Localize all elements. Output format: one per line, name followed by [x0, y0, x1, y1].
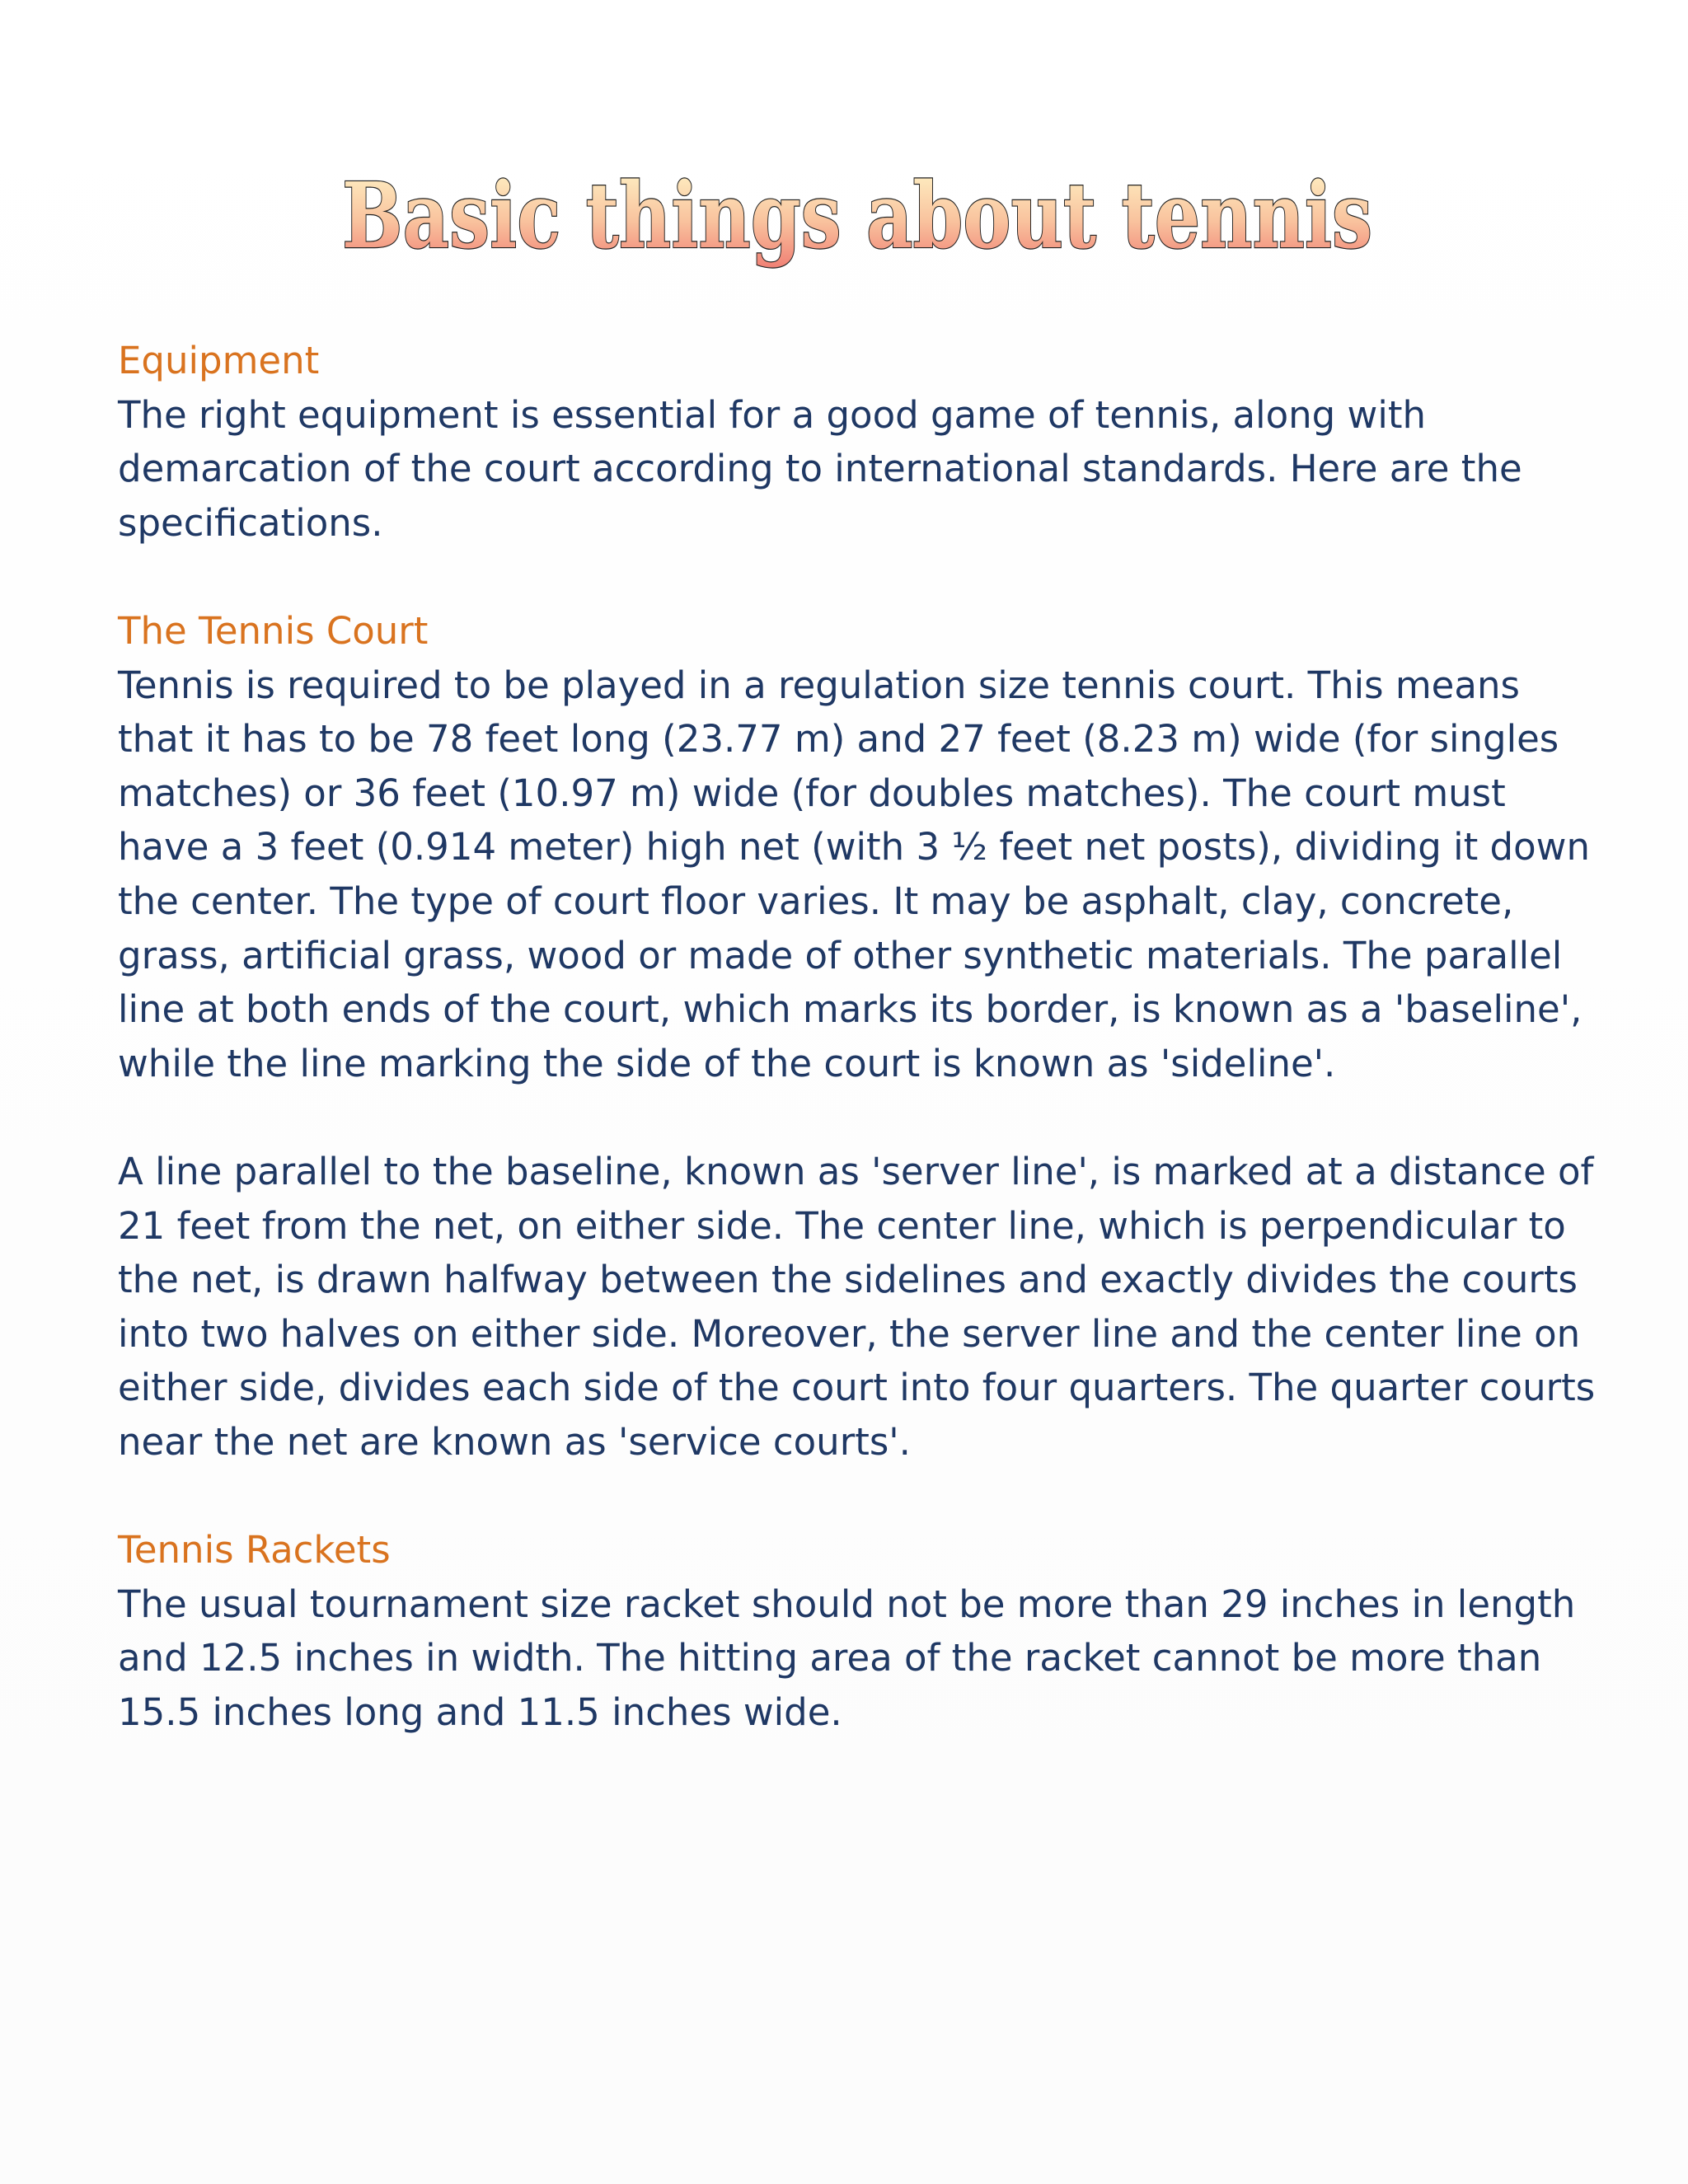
section-tennis-rackets	[118, 1523, 1601, 1739]
section-paragraph: The usual tournament size racket should not be more than 29 inches in length and 12.5 inches in width. The hitting area of the racket cannot be more than 15.5 inches long and 11.5 inches wide.	[118, 1582, 1576, 1734]
section-heading: The Tennis Court	[118, 608, 429, 653]
page-title	[0, 124, 1688, 297]
paragraph-spacer	[118, 550, 1601, 604]
section-heading: Equipment	[118, 339, 320, 382]
section-paragraph: Tennis is required to be played in a regulation size tennis court. This means that it has to be 78 feet long (23.77 m) and 27 feet (8.23 m) wide (for singles matches) or 36 feet (10.97 m) wide (for doubles matches). The court must have a 3 feet (0.914 meter) high net (with 3 ½ feet net posts), dividing it down the center. The type of court floor varies. It may be asphalt, clay, concrete, grass, artificial grass, wood or made of other synthetic materials. The parallel line at both ends of the court, which marks its border, is known as a 'baseline', while the line marking the side of the court is known as 'sideline'.	[118, 663, 1590, 1085]
section-paragraph: A line parallel to the baseline, known as 'server line', is marked at a distance of 21 feet from the net, on either side. The center line, which is perpendicular to the net, is drawn halfway between the sidelines and exactly divides the courts into two halves on either side. Moreover, the server line and the center line on either side, divides each side of the court into four quarters. The quarter courts near the net are known as 'service courts'.	[118, 1149, 1596, 1464]
wordart-title	[0, 124, 1688, 297]
section-tennis-court	[118, 604, 1601, 1469]
document-body	[118, 334, 1601, 1739]
paragraph-spacer	[118, 1090, 1601, 1145]
section-equipment	[118, 334, 1601, 550]
section-paragraph: The right equipment is essential for a good game of tennis, along with demarcation of the court according to international standards. Here are the specifications.	[118, 392, 1522, 545]
title-text: Basic things about tennis	[342, 162, 1372, 269]
section-heading: Tennis Rackets	[118, 1528, 391, 1572]
paragraph-spacer	[118, 1469, 1601, 1523]
